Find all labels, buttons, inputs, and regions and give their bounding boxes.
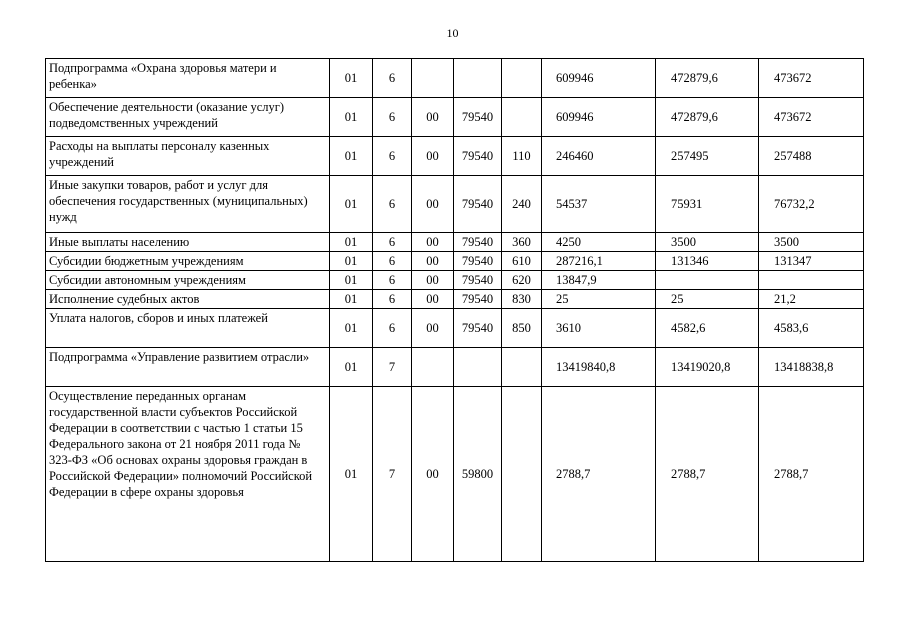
code-subprogram: 00 xyxy=(412,387,454,562)
code-program: 6 xyxy=(373,252,412,271)
amount-year-2: 257495 xyxy=(656,137,759,176)
table-row xyxy=(46,176,864,233)
code-article: 79540 xyxy=(454,98,502,137)
table-row xyxy=(46,348,864,387)
code-section: 01 xyxy=(330,59,373,98)
row-name: Субсидии автономным учреждениям xyxy=(46,271,330,290)
table-row xyxy=(46,387,864,562)
amount-year-1: 13847,9 xyxy=(542,271,656,290)
code-article: 79540 xyxy=(454,290,502,309)
code-subprogram: 00 xyxy=(412,233,454,252)
row-name: Исполнение судебных актов xyxy=(46,290,330,309)
row-name: Подпрограмма «Охрана здоровья матери и ребенка» xyxy=(46,59,330,98)
row-name: Субсидии бюджетным учреждениям xyxy=(46,252,330,271)
budget-table-body xyxy=(46,59,864,562)
code-subprogram: 00 xyxy=(412,290,454,309)
row-name: Подпрограмма «Управление развитием отрасли» xyxy=(46,348,330,387)
code-expense-type: 620 xyxy=(502,271,542,290)
amount-year-1: 609946 xyxy=(542,59,656,98)
code-expense-type xyxy=(502,387,542,562)
amount-year-3: 473672 xyxy=(759,98,864,137)
code-expense-type: 240 xyxy=(502,176,542,233)
code-article xyxy=(454,348,502,387)
code-program: 6 xyxy=(373,59,412,98)
code-expense-type: 850 xyxy=(502,309,542,348)
code-article xyxy=(454,59,502,98)
row-name: Обеспечение деятельности (оказание услуг) подведомственных учреждений xyxy=(46,98,330,137)
amount-year-2: 75931 xyxy=(656,176,759,233)
page-number: 10 xyxy=(446,26,459,40)
code-expense-type: 610 xyxy=(502,252,542,271)
amount-year-2: 472879,6 xyxy=(656,98,759,137)
amount-year-2: 13419020,8 xyxy=(656,348,759,387)
code-subprogram: 00 xyxy=(412,176,454,233)
amount-year-3: 13418838,8 xyxy=(759,348,864,387)
code-article: 79540 xyxy=(454,176,502,233)
row-name: Уплата налогов, сборов и иных платежей xyxy=(46,309,330,348)
amount-year-2: 2788,7 xyxy=(656,387,759,562)
code-section: 01 xyxy=(330,137,373,176)
code-section: 01 xyxy=(330,290,373,309)
amount-year-3: 473672 xyxy=(759,59,864,98)
amount-year-1: 54537 xyxy=(542,176,656,233)
code-expense-type: 110 xyxy=(502,137,542,176)
code-subprogram: 00 xyxy=(412,271,454,290)
table-row xyxy=(46,309,864,348)
code-program: 6 xyxy=(373,176,412,233)
code-expense-type xyxy=(502,98,542,137)
code-program: 7 xyxy=(373,387,412,562)
code-article: 79540 xyxy=(454,137,502,176)
amount-year-3: 21,2 xyxy=(759,290,864,309)
amount-year-2 xyxy=(656,271,759,290)
code-section: 01 xyxy=(330,309,373,348)
code-expense-type xyxy=(502,348,542,387)
code-section: 01 xyxy=(330,233,373,252)
code-subprogram: 00 xyxy=(412,137,454,176)
code-subprogram: 00 xyxy=(412,309,454,348)
table-row xyxy=(46,59,864,98)
row-name: Иные закупки товаров, работ и услуг для обеспечения государственных (муниципальных) нужд xyxy=(46,176,330,233)
table-row xyxy=(46,98,864,137)
amount-year-1: 609946 xyxy=(542,98,656,137)
code-section: 01 xyxy=(330,387,373,562)
code-article: 79540 xyxy=(454,252,502,271)
table-row xyxy=(46,290,864,309)
amount-year-2: 4582,6 xyxy=(656,309,759,348)
table-row xyxy=(46,271,864,290)
code-article: 59800 xyxy=(454,387,502,562)
amount-year-3: 2788,7 xyxy=(759,387,864,562)
amount-year-1: 2788,7 xyxy=(542,387,656,562)
amount-year-2: 25 xyxy=(656,290,759,309)
code-subprogram xyxy=(412,348,454,387)
row-name: Осуществление переданных органам государственной власти субъектов Российской Федерации в соответствии с частью 1 статьи 15 Федерального закона от 21 ноября 2011 года № 323-ФЗ «Об основах охраны здоровья граждан в Российской Федерации» полномочий Российской Федерации в сфере охраны здоровья xyxy=(46,387,330,562)
amount-year-3: 4583,6 xyxy=(759,309,864,348)
code-program: 6 xyxy=(373,309,412,348)
code-expense-type: 830 xyxy=(502,290,542,309)
amount-year-2: 472879,6 xyxy=(656,59,759,98)
table-row xyxy=(46,233,864,252)
amount-year-1: 4250 xyxy=(542,233,656,252)
code-section: 01 xyxy=(330,176,373,233)
row-name: Расходы на выплаты персоналу казенных учреждений xyxy=(46,137,330,176)
code-article: 79540 xyxy=(454,309,502,348)
code-article: 79540 xyxy=(454,233,502,252)
code-program: 6 xyxy=(373,137,412,176)
code-section: 01 xyxy=(330,348,373,387)
amount-year-1: 287216,1 xyxy=(542,252,656,271)
amount-year-3: 3500 xyxy=(759,233,864,252)
code-program: 6 xyxy=(373,233,412,252)
code-program: 6 xyxy=(373,98,412,137)
code-program: 6 xyxy=(373,290,412,309)
code-section: 01 xyxy=(330,271,373,290)
code-subprogram xyxy=(412,59,454,98)
code-article: 79540 xyxy=(454,271,502,290)
code-program: 6 xyxy=(373,271,412,290)
table-row xyxy=(46,252,864,271)
amount-year-1: 25 xyxy=(542,290,656,309)
budget-table xyxy=(45,58,864,562)
code-section: 01 xyxy=(330,98,373,137)
amount-year-3 xyxy=(759,271,864,290)
amount-year-3: 76732,2 xyxy=(759,176,864,233)
code-subprogram: 00 xyxy=(412,98,454,137)
row-name: Иные выплаты населению xyxy=(46,233,330,252)
code-expense-type: 360 xyxy=(502,233,542,252)
code-subprogram: 00 xyxy=(412,252,454,271)
code-expense-type xyxy=(502,59,542,98)
amount-year-2: 131346 xyxy=(656,252,759,271)
code-program: 7 xyxy=(373,348,412,387)
amount-year-1: 3610 xyxy=(542,309,656,348)
amount-year-2: 3500 xyxy=(656,233,759,252)
amount-year-1: 246460 xyxy=(542,137,656,176)
code-section: 01 xyxy=(330,252,373,271)
amount-year-1: 13419840,8 xyxy=(542,348,656,387)
amount-year-3: 257488 xyxy=(759,137,864,176)
amount-year-3: 131347 xyxy=(759,252,864,271)
table-row xyxy=(46,137,864,176)
